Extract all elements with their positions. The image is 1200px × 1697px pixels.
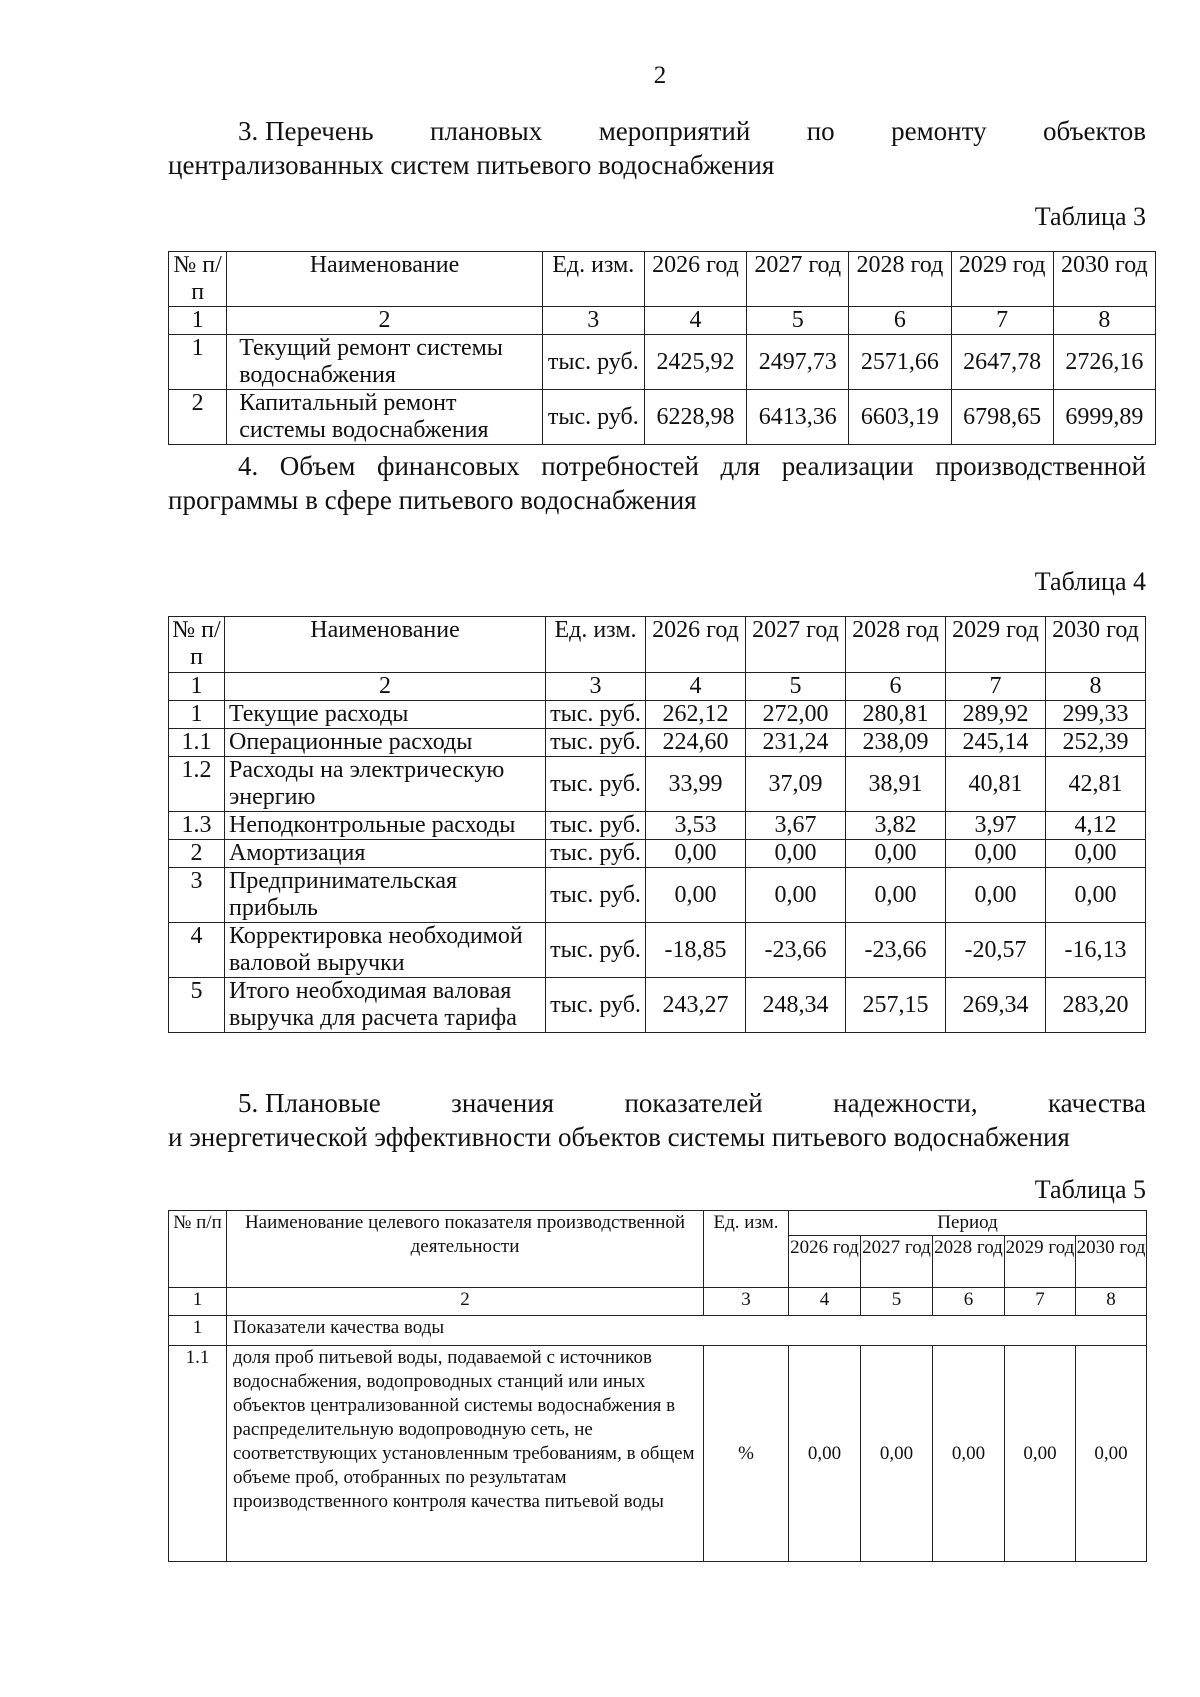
row-name: Итого необходимая валовая выручка для расчета тарифа bbox=[225, 978, 546, 1033]
t4-col-number: 8 bbox=[1046, 673, 1146, 701]
row-value: 280,81 bbox=[846, 701, 946, 729]
row-value: 231,24 bbox=[746, 729, 846, 757]
row-name: Расходы на электрическую энергию bbox=[225, 757, 546, 812]
section5-title-word: надежности, bbox=[833, 1088, 978, 1118]
row-value: 0,00 bbox=[946, 840, 1046, 868]
row-value: -16,13 bbox=[1046, 923, 1146, 978]
row-value: 243,27 bbox=[646, 978, 746, 1033]
table5-col-number: 4 bbox=[789, 1288, 861, 1316]
row-unit: тыс. руб. bbox=[542, 390, 644, 445]
section5-title-line1 bbox=[168, 1086, 1146, 1120]
row-value: 33,99 bbox=[646, 757, 746, 812]
row-value: 299,33 bbox=[1046, 701, 1146, 729]
row-value: 0,00 bbox=[1076, 1346, 1147, 1562]
row-value: 2647,78 bbox=[951, 335, 1053, 390]
section3-title-word: мероприятий bbox=[598, 116, 751, 146]
section5-title-word: значения bbox=[451, 1088, 555, 1118]
table5-number-row bbox=[169, 1288, 1147, 1316]
row-number: 1 bbox=[169, 335, 227, 390]
t3-col-number: 5 bbox=[747, 307, 849, 335]
table5-group-name: Показатели качества воды bbox=[227, 1316, 1147, 1346]
section4-heading bbox=[168, 449, 1146, 517]
row-number: 5 bbox=[169, 978, 225, 1033]
table5-row bbox=[169, 1346, 1147, 1562]
t4-header-cell: 2030 год bbox=[1046, 617, 1146, 673]
row-name: Текущие расходы bbox=[225, 701, 546, 729]
t4-header-cell: 2029 год bbox=[946, 617, 1046, 673]
table5-col-number: 7 bbox=[1005, 1288, 1076, 1316]
row-name: доля проб питьевой воды, подаваемой с источников водоснабжения, водопроводных станций или иных объектов централизованной системы водоснабжения в распределительную водопроводную сеть, не соответствующих установленным требованиям, в общем объеме проб, отобранных по результатам производственного контроля качества питьевой воды bbox=[227, 1346, 704, 1562]
t4-row bbox=[169, 868, 1146, 923]
t4-col-number: 2 bbox=[225, 673, 546, 701]
t4-header-cell: 2028 год bbox=[846, 617, 946, 673]
t4-row bbox=[169, 978, 1146, 1033]
table5-year-cell: 2028 год bbox=[933, 1236, 1005, 1288]
row-value: 2726,16 bbox=[1053, 335, 1155, 390]
t4-col-number: 5 bbox=[746, 673, 846, 701]
row-unit: тыс. руб. bbox=[546, 840, 646, 868]
row-name: Операционные расходы bbox=[225, 729, 546, 757]
row-value: 0,00 bbox=[1046, 868, 1146, 923]
table4-caption: Таблица 4 bbox=[1034, 567, 1146, 596]
table5-col-number: 1 bbox=[169, 1288, 227, 1316]
row-value: 0,00 bbox=[746, 868, 846, 923]
row-value: 0,00 bbox=[933, 1346, 1005, 1562]
table5-year-cell: 2030 год bbox=[1076, 1236, 1147, 1288]
row-value: 2571,66 bbox=[849, 335, 951, 390]
table-4 bbox=[168, 616, 1146, 1033]
table5-header-period: Период bbox=[789, 1211, 1147, 1236]
t4-col-number: 7 bbox=[946, 673, 1046, 701]
row-value: 6798,65 bbox=[951, 390, 1053, 445]
row-value: 0,00 bbox=[746, 840, 846, 868]
row-value: 238,09 bbox=[846, 729, 946, 757]
row-name: Неподконтрольные расходы bbox=[225, 812, 546, 840]
row-value: 3,53 bbox=[646, 812, 746, 840]
row-value: 42,81 bbox=[1046, 757, 1146, 812]
t4-row bbox=[169, 729, 1146, 757]
t4-header-cell: Наименование bbox=[225, 617, 546, 673]
table5-year-cell: 2029 год bbox=[1005, 1236, 1076, 1288]
section4-title-line1: 4. Объем финансовых потребностей для реализации производственной bbox=[238, 451, 1146, 481]
section5-title-word: качества bbox=[1047, 1088, 1146, 1118]
t3-col-number: 4 bbox=[644, 307, 746, 335]
row-name: Амортизация bbox=[225, 840, 546, 868]
row-value: 3,97 bbox=[946, 812, 1046, 840]
row-value: 40,81 bbox=[946, 757, 1046, 812]
table4-header-row bbox=[169, 617, 1146, 673]
row-value: 0,00 bbox=[646, 868, 746, 923]
row-unit: тыс. руб. bbox=[546, 868, 646, 923]
t3-header-cell: 2029 год bbox=[951, 252, 1053, 307]
t4-col-number: 4 bbox=[646, 673, 746, 701]
table5-header-unit: Ед. изм. bbox=[704, 1211, 789, 1288]
row-number: 2 bbox=[169, 840, 225, 868]
table5-col-number: 8 bbox=[1076, 1288, 1147, 1316]
section3-title-word: плановых bbox=[430, 116, 543, 146]
row-value: 245,14 bbox=[946, 729, 1046, 757]
t4-header-cell: 2026 год bbox=[646, 617, 746, 673]
t4-row bbox=[169, 840, 1146, 868]
row-value: -23,66 bbox=[846, 923, 946, 978]
row-value: 257,15 bbox=[846, 978, 946, 1033]
row-value: 0,00 bbox=[846, 868, 946, 923]
row-value: 37,09 bbox=[746, 757, 846, 812]
table5-header-num: № п/п bbox=[169, 1211, 227, 1288]
t3-header-cell: Ед. изм. bbox=[542, 252, 644, 307]
table5-group-row bbox=[169, 1316, 1147, 1346]
t4-row bbox=[169, 923, 1146, 978]
row-value: 283,20 bbox=[1046, 978, 1146, 1033]
row-unit: тыс. руб. bbox=[546, 701, 646, 729]
row-value: 289,92 bbox=[946, 701, 1046, 729]
row-value: 0,00 bbox=[1005, 1346, 1076, 1562]
row-value: 2497,73 bbox=[747, 335, 849, 390]
row-value: 0,00 bbox=[646, 840, 746, 868]
section3-title-word: по bbox=[806, 116, 835, 146]
t3-col-number: 6 bbox=[849, 307, 951, 335]
row-value: 6603,19 bbox=[849, 390, 951, 445]
row-value: 0,00 bbox=[861, 1346, 933, 1562]
row-unit: тыс. руб. bbox=[546, 729, 646, 757]
row-value: 6413,36 bbox=[747, 390, 849, 445]
row-value: 4,12 bbox=[1046, 812, 1146, 840]
t3-header-cell: 2028 год bbox=[849, 252, 951, 307]
t4-row bbox=[169, 757, 1146, 812]
table5-col-number: 2 bbox=[227, 1288, 704, 1316]
t4-header-cell: 2027 год bbox=[746, 617, 846, 673]
row-value: 262,12 bbox=[646, 701, 746, 729]
t4-row bbox=[169, 701, 1146, 729]
table5-year-cell: 2026 год bbox=[789, 1236, 861, 1288]
row-value: 0,00 bbox=[846, 840, 946, 868]
row-unit: тыс. руб. bbox=[546, 923, 646, 978]
t3-row bbox=[169, 390, 1156, 445]
row-number: 1.1 bbox=[169, 1346, 227, 1562]
row-name: Текущий ремонт системы водоснабжения bbox=[227, 335, 542, 390]
row-number: 1 bbox=[169, 701, 225, 729]
row-value: 6228,98 bbox=[644, 390, 746, 445]
table5-col-number: 6 bbox=[933, 1288, 1005, 1316]
row-value: 6999,89 bbox=[1053, 390, 1155, 445]
row-name: Капитальный ремонт системы водоснабжения bbox=[227, 390, 542, 445]
row-number: 1.2 bbox=[169, 757, 225, 812]
row-value: 0,00 bbox=[1046, 840, 1146, 868]
row-number: 1.3 bbox=[169, 812, 225, 840]
t4-header-cell: № п/п bbox=[169, 617, 225, 673]
row-unit: тыс. руб. bbox=[546, 812, 646, 840]
row-unit: тыс. руб. bbox=[546, 757, 646, 812]
row-name: Предпринимательская прибыль bbox=[225, 868, 546, 923]
table5-group-num: 1 bbox=[169, 1316, 227, 1346]
t3-header-cell: 2030 год bbox=[1053, 252, 1155, 307]
row-value: 3,82 bbox=[846, 812, 946, 840]
row-unit: тыс. руб. bbox=[542, 335, 644, 390]
table-3 bbox=[168, 251, 1156, 445]
row-value: 0,00 bbox=[789, 1346, 861, 1562]
section5-heading bbox=[168, 1086, 1146, 1154]
row-value: 38,91 bbox=[846, 757, 946, 812]
t3-col-number: 7 bbox=[951, 307, 1053, 335]
table3-caption: Таблица 3 bbox=[1034, 202, 1146, 231]
table5-col-number: 5 bbox=[861, 1288, 933, 1316]
t3-row bbox=[169, 335, 1156, 390]
row-value: -18,85 bbox=[646, 923, 746, 978]
row-value: 269,34 bbox=[946, 978, 1046, 1033]
table-5 bbox=[168, 1210, 1147, 1562]
table5-col-number: 3 bbox=[704, 1288, 789, 1316]
table3-header-row bbox=[169, 252, 1156, 307]
row-number: 1.1 bbox=[169, 729, 225, 757]
section5-title-word: показателей bbox=[624, 1088, 763, 1118]
row-unit: % bbox=[704, 1346, 789, 1562]
row-value: 248,34 bbox=[746, 978, 846, 1033]
section3-title-word: объектов bbox=[1043, 116, 1146, 146]
t4-col-number: 6 bbox=[846, 673, 946, 701]
section3-title-line1 bbox=[168, 114, 1146, 148]
row-value: 2425,92 bbox=[644, 335, 746, 390]
row-unit: тыс. руб. bbox=[546, 978, 646, 1033]
row-number: 4 bbox=[169, 923, 225, 978]
t4-col-number: 1 bbox=[169, 673, 225, 701]
t3-header-cell: № п/п bbox=[169, 252, 227, 307]
table5-year-cell: 2027 год bbox=[861, 1236, 933, 1288]
section3-title-word: 3. Перечень bbox=[238, 116, 374, 146]
row-value: 272,00 bbox=[746, 701, 846, 729]
row-number: 3 bbox=[169, 868, 225, 923]
row-value: -20,57 bbox=[946, 923, 1046, 978]
section4-title-line2: программы в сфере питьевого водоснабжения bbox=[168, 485, 697, 515]
table3-number-row bbox=[169, 307, 1156, 335]
row-value: 224,60 bbox=[646, 729, 746, 757]
t4-col-number: 3 bbox=[546, 673, 646, 701]
row-value: 252,39 bbox=[1046, 729, 1146, 757]
t3-col-number: 2 bbox=[227, 307, 542, 335]
t3-header-cell: Наименование bbox=[227, 252, 542, 307]
section5-title-word: 5. Плановые bbox=[238, 1088, 381, 1118]
row-number: 2 bbox=[169, 390, 227, 445]
t4-row bbox=[169, 812, 1146, 840]
section5-title-line2: и энергетической эффективности объектов системы питьевого водоснабжения bbox=[168, 1122, 1070, 1152]
t3-col-number: 3 bbox=[542, 307, 644, 335]
page-number: 2 bbox=[653, 62, 667, 89]
row-value: -23,66 bbox=[746, 923, 846, 978]
section3-title-word: ремонту bbox=[891, 116, 987, 146]
t3-header-cell: 2027 год bbox=[747, 252, 849, 307]
t3-col-number: 1 bbox=[169, 307, 227, 335]
table4-number-row bbox=[169, 673, 1146, 701]
t4-header-cell: Ед. изм. bbox=[546, 617, 646, 673]
t3-col-number: 8 bbox=[1053, 307, 1155, 335]
row-name: Корректировка необходимой валовой выручки bbox=[225, 923, 546, 978]
t3-header-cell: 2026 год bbox=[644, 252, 746, 307]
row-value: 3,67 bbox=[746, 812, 846, 840]
section3-heading bbox=[168, 114, 1146, 182]
table5-header-name: Наименование целевого показателя производственной деятельности bbox=[227, 1211, 704, 1288]
table5-caption: Таблица 5 bbox=[1034, 1175, 1146, 1204]
row-value: 0,00 bbox=[946, 868, 1046, 923]
section3-title-line2: централизованных систем питьевого водоснабжения bbox=[168, 150, 775, 180]
